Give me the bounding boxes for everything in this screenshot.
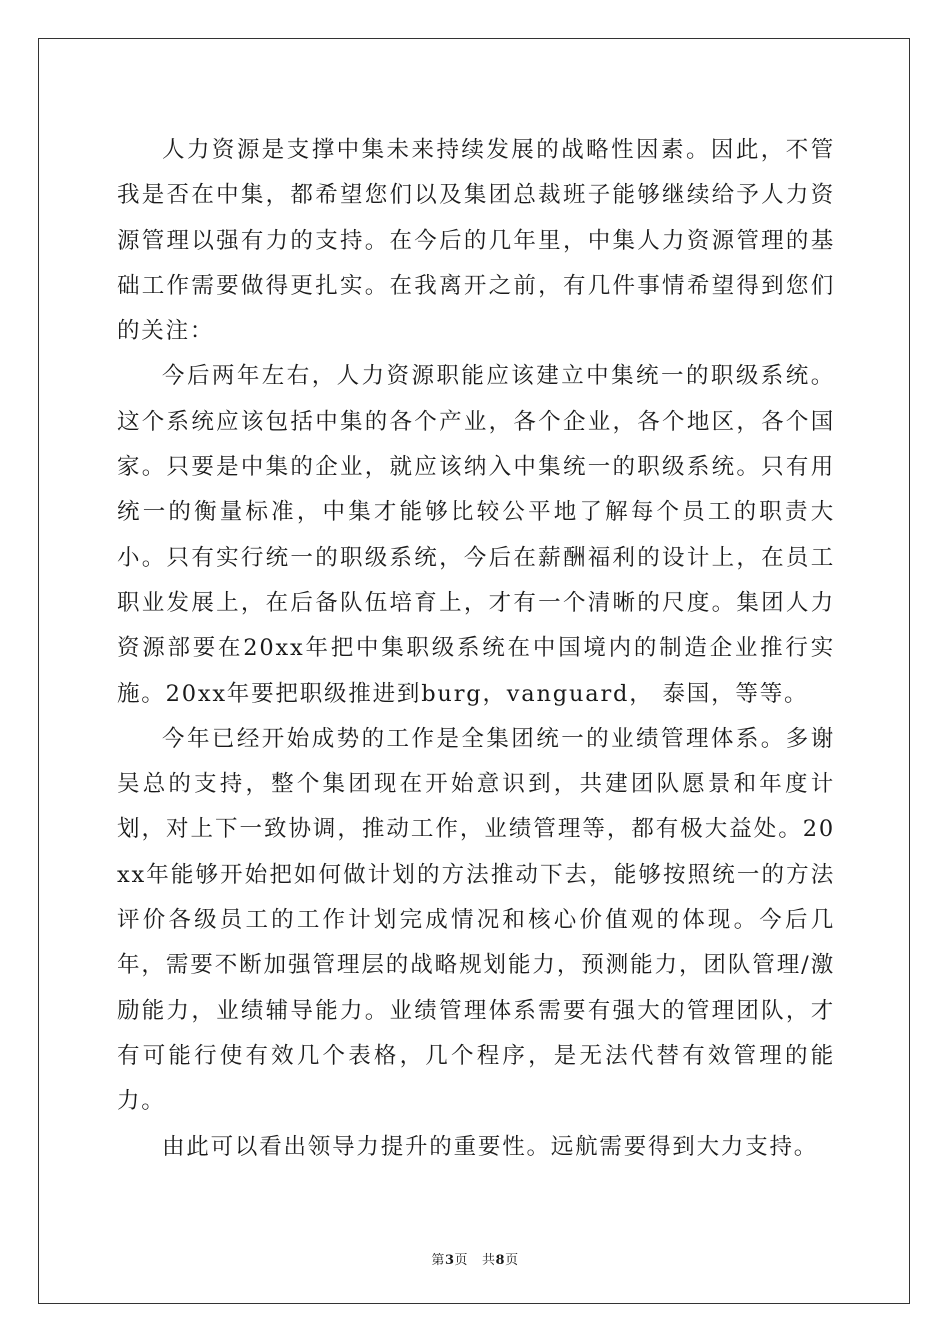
paragraph-2: 今后两年左右，人力资源职能应该建立中集统一的职级系统。这个系统应该包括中集的各个产业，各个企业，各个地区，各个国家。只要是中集的企业，就应该纳入中集统一的职级系统。只有用统一的衡量标准，中集才能够比较公平地了解每个员工的职责大小。只有实行统一的职级系统，今后在薪酬福利的设计上，在员工职业发展上，在后备队伍培育上，才有一个清晰的尺度。集团人力资源部要在20xx年把中集职级系统在中国境内的制造企业推行实施。20xx年要把职级推进到burg，vanguard， 泰国，等等。 — [117, 363, 835, 707]
page-suffix: 页 — [454, 1253, 468, 1268]
document-body — [117, 128, 835, 1170]
paragraph-4: 由此可以看出领导力提升的重要性。远航需要得到大力支持。 — [162, 1133, 819, 1160]
page-footer — [0, 1249, 950, 1268]
paragraph-1: 人力资源是支撑中集未来持续发展的战略性因素。因此，不管我是否在中集，都希望您们以及集团总裁班子能够继续给予人力资源管理以强有力的支持。在今后的几年里，中集人力资源管理的基础工作需要做得更扎实。在我离开之前，有几件事情希望得到您们的关注： — [117, 137, 835, 345]
total-pages: 8 — [495, 1253, 506, 1268]
page-number: 3 — [444, 1253, 455, 1268]
total-suffix: 页 — [505, 1253, 519, 1268]
page-prefix: 第 — [431, 1253, 445, 1268]
paragraph-3: 今年已经开始成势的工作是全集团统一的业绩管理体系。多谢吴总的支持，整个集团现在开始意识到，共建团队愿景和年度计划，对上下一致协调，推动工作，业绩管理等，都有极大益处。20xx年能够开始把如何做计划的方法推动下去，能够按照统一的方法评价各级员工的工作计划完成情况和核心价值观的体现。今后几年，需要不断加强管理层的战略规划能力，预测能力，团队管理/激励能力，业绩辅导能力。业绩管理体系需要有强大的管理团队，才有可能行使有效几个表格，几个程序，是无法代替有效管理的能力。 — [117, 725, 835, 1115]
total-prefix: 共 — [482, 1253, 496, 1268]
